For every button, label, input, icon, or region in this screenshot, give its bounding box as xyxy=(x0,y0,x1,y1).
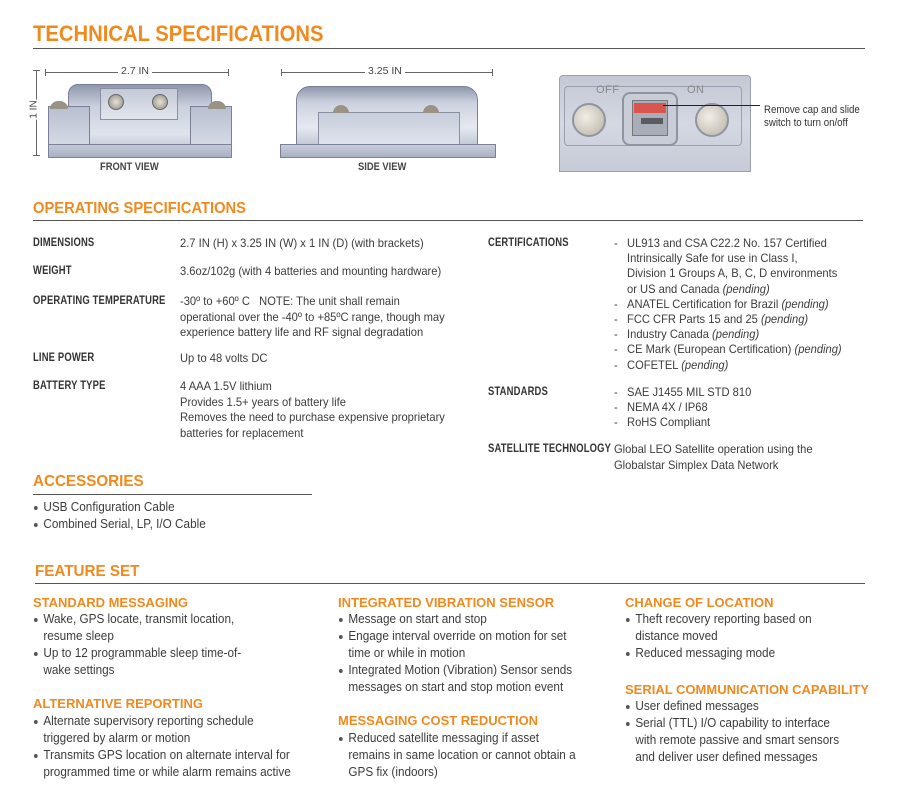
certifications-list xyxy=(614,236,842,373)
list-item: - UL913 and CSA C22.2 No. 157 Certified Intrinsically Safe for use in Class I, Division 1 Groups A, B, C, D environments or US and Canada (pending) xyxy=(614,236,838,296)
list-item: - COFETEL (pending) xyxy=(614,357,729,372)
spec-label-dimensions: DIMENSIONS xyxy=(33,237,95,249)
feature-title-integrated-vibration-sensor: INTEGRATED VIBRATION SENSOR xyxy=(338,595,555,610)
list-item: Transmits GPS location on alternate interval for programmed time or while alarm remains active xyxy=(33,747,291,781)
list-item: User defined messages xyxy=(625,698,839,715)
feature-title-standard-messaging: STANDARD MESSAGING xyxy=(33,595,189,610)
on-label: ON xyxy=(687,84,705,96)
screw-icon xyxy=(152,94,168,110)
spec-label-standards: STANDARDS xyxy=(488,386,548,398)
spec-value-weight: 3.6oz/102g (with 4 batteries and mounting hardware) xyxy=(180,264,442,278)
height-dim-label: 1 IN xyxy=(28,100,40,119)
feature-title-alternative-reporting: ALTERNATIVE REPORTING xyxy=(33,696,203,711)
feature-list-alternative-reporting xyxy=(33,713,291,781)
list-item: Alternate supervisory reporting schedule triggered by alarm or motion xyxy=(33,713,291,747)
off-label: OFF xyxy=(596,84,620,96)
list-item: Serial (TTL) I/O capability to interface with remote passive and smart sensors and deliver user defined messages xyxy=(625,715,839,766)
feature-set-rule xyxy=(35,583,865,584)
list-item: - Industry Canada (pending) xyxy=(614,327,760,342)
list-item: - NEMA 4X / IP68 xyxy=(614,400,708,415)
switch-recess xyxy=(622,92,678,146)
list-item: - RoHS Compliant xyxy=(614,415,711,430)
operating-specs-title: OPERATING SPECIFICATIONS xyxy=(33,200,246,217)
list-item: - SAE J1455 MIL STD 810 xyxy=(614,385,752,399)
list-item: Integrated Motion (Vibration) Sensor sends messages on start and stop motion event xyxy=(338,662,572,696)
list-item: Combined Serial, LP, I/O Cable xyxy=(33,516,206,533)
list-item: - FCC CFR Parts 15 and 25 (pending) xyxy=(614,312,809,327)
screw-icon xyxy=(572,103,606,137)
side-view-label: SIDE VIEW xyxy=(358,161,407,173)
feature-list-standard-messaging xyxy=(33,611,241,679)
spec-value-battery-type: 4 AAA 1.5V lithium Provides 1.5+ years of battery life Removes the need to purchase expensive proprietary batteries for replacement xyxy=(180,379,445,440)
accessories-list xyxy=(33,499,206,533)
width-dim-label: 2.7 IN xyxy=(118,65,152,77)
page-title: TECHNICAL SPECIFICATIONS xyxy=(33,21,324,46)
spec-value-satellite-technology: Global LEO Satellite operation using the Globalstar Simplex Data Network xyxy=(614,442,813,472)
spec-label-battery-type: BATTERY TYPE xyxy=(33,380,106,392)
list-item: Wake, GPS locate, transmit location, resume sleep xyxy=(33,611,241,645)
spec-label-weight: WEIGHT xyxy=(33,265,72,277)
list-item: Up to 12 programmable sleep time-of- wake settings xyxy=(33,645,241,679)
spec-label-satellite-technology: SATELLITE TECHNOLOGY xyxy=(488,443,612,455)
spec-value-operating-temperature: -30º to +60º C NOTE: The unit shall remain operational over the -40º to +85ºC range, though may experience battery life and RF signal degradation xyxy=(180,294,445,339)
list-item: Reduced satellite messaging if asset remains in same location or cannot obtain a GPS fix (indoors) xyxy=(338,730,576,781)
list-item: Message on start and stop xyxy=(338,611,572,628)
width-dim-label: 3.25 IN xyxy=(365,65,405,77)
list-item: - ANATEL Certification for Brazil (pending) xyxy=(614,296,829,311)
screw-icon xyxy=(695,103,729,137)
feature-list-integrated-vibration-sensor xyxy=(338,611,572,696)
list-item: Reduced messaging mode xyxy=(625,645,812,662)
list-item: Engage interval override on motion for set time or while in motion xyxy=(338,628,572,662)
callout-leader-line xyxy=(663,105,760,106)
spec-label-operating-temperature: OPERATING TEMPERATURE xyxy=(33,295,166,307)
feature-title-change-of-location: CHANGE OF LOCATION xyxy=(625,595,774,610)
standards-list xyxy=(614,385,751,431)
feature-list-serial-communication-capability xyxy=(625,698,839,766)
list-item: Theft recovery reporting based on distance moved xyxy=(625,611,812,645)
feature-list-messaging-cost-reduction xyxy=(338,730,576,781)
title-rule xyxy=(33,48,865,49)
list-item: - CE Mark (European Certification) (pending) xyxy=(614,342,842,357)
feature-list-change-of-location xyxy=(625,611,812,662)
screw-icon xyxy=(108,94,124,110)
feature-title-serial-communication-capability: SERIAL COMMUNICATION CAPABILITY xyxy=(625,682,870,697)
switch-view-figure xyxy=(559,75,751,172)
spec-label-certifications: CERTIFICATIONS xyxy=(488,237,569,249)
list-item: USB Configuration Cable xyxy=(33,499,206,516)
spec-label-line-power: LINE POWER xyxy=(33,352,95,364)
operating-rule xyxy=(33,220,863,221)
slide-switch xyxy=(634,103,666,113)
accessories-title: ACCESSORIES xyxy=(33,473,144,490)
feature-set-title: FEATURE SET xyxy=(35,563,140,580)
front-view-label: FRONT VIEW xyxy=(100,161,159,173)
switch-callout: Remove cap and slide switch to turn on/off xyxy=(764,104,860,129)
accessories-rule xyxy=(33,494,312,495)
base-plate xyxy=(280,144,496,158)
feature-title-messaging-cost-reduction: MESSAGING COST REDUCTION xyxy=(338,713,539,728)
base-plate xyxy=(48,144,232,158)
spec-value-dimensions: 2.7 IN (H) x 3.25 IN (W) x 1 IN (D) (with brackets) xyxy=(180,236,424,250)
spec-value-line-power: Up to 48 volts DC xyxy=(180,351,268,365)
